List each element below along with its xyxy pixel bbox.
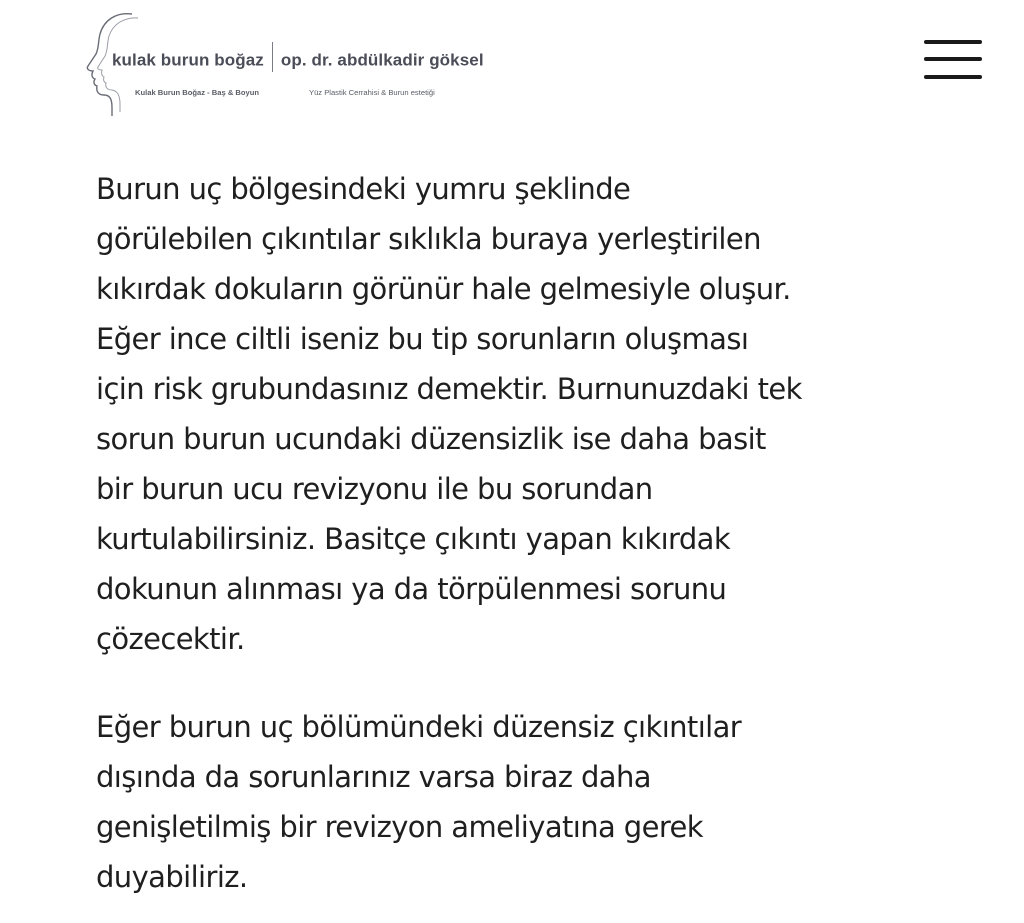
text-line: için risk grubundasınız demektir. Burnunuzdaki tek	[96, 372, 802, 406]
menu-bar-bottom	[924, 75, 982, 79]
article-paragraph	[96, 702, 936, 902]
text-line: kıkırdak dokuların görünür hale gelmesiyle oluşur.	[96, 272, 791, 306]
menu-bar-top	[924, 40, 982, 44]
logo-divider	[272, 42, 273, 72]
text-line: dışında da sorunlarınız varsa biraz daha	[96, 760, 651, 794]
article-paragraph	[96, 164, 936, 664]
text-line: görülebilen çıkıntılar sıklıkla buraya yerleştirilen	[96, 222, 761, 256]
text-line: çözecektir.	[96, 622, 245, 656]
logo-tagline-left: Kulak Burun Boğaz - Baş & Boyun	[135, 88, 260, 97]
text-line: Burun uç bölgesindeki yumru şeklinde	[96, 172, 631, 206]
site-logo[interactable]	[80, 8, 520, 118]
site-header	[0, 0, 1024, 130]
text-line: Eğer ince ciltli iseniz bu tip sorunların oluşması	[96, 322, 749, 356]
logo-tagline-right: Yüz Plastik Cerrahisi & Burun estetiği	[309, 88, 435, 97]
logo-brand-right: op. dr. abdülkadir göksel	[280, 50, 484, 70]
logo-brand-left: kulak burun boğaz	[112, 50, 264, 70]
text-line: duyabiliriz.	[96, 860, 248, 894]
menu-bar-middle	[924, 57, 982, 61]
text-line: kurtulabilirsiniz. Basitçe çıkıntı yapan kıkırdak	[96, 522, 731, 556]
text-line: Eğer burun uç bölümündeki düzensiz çıkıntılar	[96, 710, 742, 744]
logo-brand	[112, 50, 484, 72]
text-line: dokunun alınması ya da törpülenmesi sorunu	[96, 572, 727, 606]
article-content	[96, 164, 936, 902]
text-line: bir burun ucu revizyonu ile bu sorundan	[96, 472, 653, 506]
text-line: genişletilmiş bir revizyon ameliyatına gerek	[96, 810, 703, 844]
hamburger-menu-icon[interactable]	[924, 40, 982, 80]
text-line: sorun burun ucundaki düzensizlik ise daha basit	[96, 422, 766, 456]
